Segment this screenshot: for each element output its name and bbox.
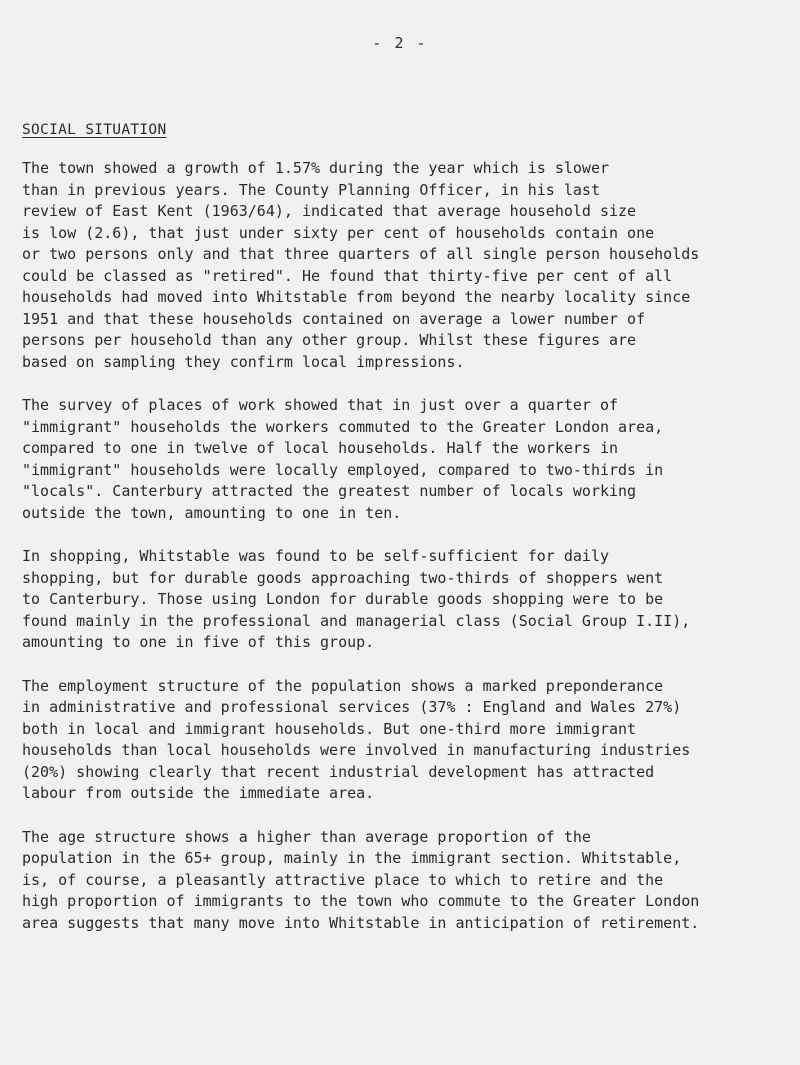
text-line: households than local households were involved in manufacturing industries (22, 741, 691, 759)
text-line: found mainly in the professional and managerial class (Social Group I.II), (22, 611, 691, 630)
document-body (22, 158, 800, 956)
text-line: The town showed a growth of 1.57% during the year which is slower (22, 159, 609, 177)
text-line: (20%) showing clearly that recent industrial development has attracted (22, 762, 655, 781)
text-line: review of East Kent (1963/64), indicated that average household size (22, 202, 637, 220)
text-line: shopping, but for durable goods approaching two-thirds of shoppers went (22, 568, 664, 587)
page-number: - 2 - (372, 34, 428, 52)
paragraph-age-structure (22, 827, 800, 935)
text-line: both in local and immigrant households. But one-third more immigrant (22, 719, 637, 738)
text-line: households had moved into Whitstable from beyond the nearby locality since (22, 288, 691, 306)
text-line: in administrative and professional services (37% : England and Wales 27%) (22, 698, 682, 716)
text-line: "locals". Canterbury attracted the greatest number of locals working (22, 482, 637, 500)
text-line: persons per household than any other group. Whilst these figures are (22, 331, 637, 349)
paragraph-shopping (22, 546, 800, 654)
text-line: than in previous years. The County Planning Officer, in his last (22, 180, 600, 199)
text-line: labour from outside the immediate area. (22, 784, 375, 802)
section-heading: SOCIAL SITUATION (22, 122, 167, 138)
text-line: The survey of places of work showed that in just over a quarter of (22, 396, 619, 414)
text-line: compared to one in twelve of local households. Half the workers in (22, 439, 619, 457)
text-line: based on sampling they confirm local impressions. (22, 352, 465, 371)
paragraph-places-of-work (22, 395, 800, 524)
text-line: could be classed as "retired". He found that thirty-five per cent of all (22, 266, 673, 285)
text-line: "immigrant" households the workers commuted to the Greater London area, (22, 417, 664, 436)
text-line: amounting to one in five of this group. (22, 633, 375, 651)
text-line: is low (2.6), that just under sixty per cent of households contain one (22, 223, 655, 242)
text-line: is, of course, a pleasantly attractive place to which to retire and the (22, 870, 664, 889)
text-line: high proportion of immigrants to the town who commute to the Greater London (22, 892, 700, 910)
text-line: to Canterbury. Those using London for durable goods shopping were to be (22, 590, 664, 608)
paragraph-growth (22, 158, 800, 373)
text-line: The age structure shows a higher than average proportion of the (22, 827, 591, 846)
text-line: The employment structure of the population shows a marked preponderance (22, 676, 664, 695)
text-line: population in the 65+ group, mainly in the immigrant section. Whitstable, (22, 849, 682, 867)
text-line: outside the town, amounting to one in ten. (22, 503, 402, 522)
text-line: or two persons only and that three quarters of all single person households (22, 245, 700, 263)
paragraph-employment (22, 676, 800, 805)
text-line: In shopping, Whitstable was found to be self-sufficient for daily (22, 547, 609, 565)
text-line: 1951 and that these households contained on average a lower number of (22, 309, 646, 328)
text-line: area suggests that many move into Whitstable in anticipation of retirement. (22, 913, 700, 932)
text-line: "immigrant" households were locally employed, compared to two-thirds in (22, 460, 664, 479)
